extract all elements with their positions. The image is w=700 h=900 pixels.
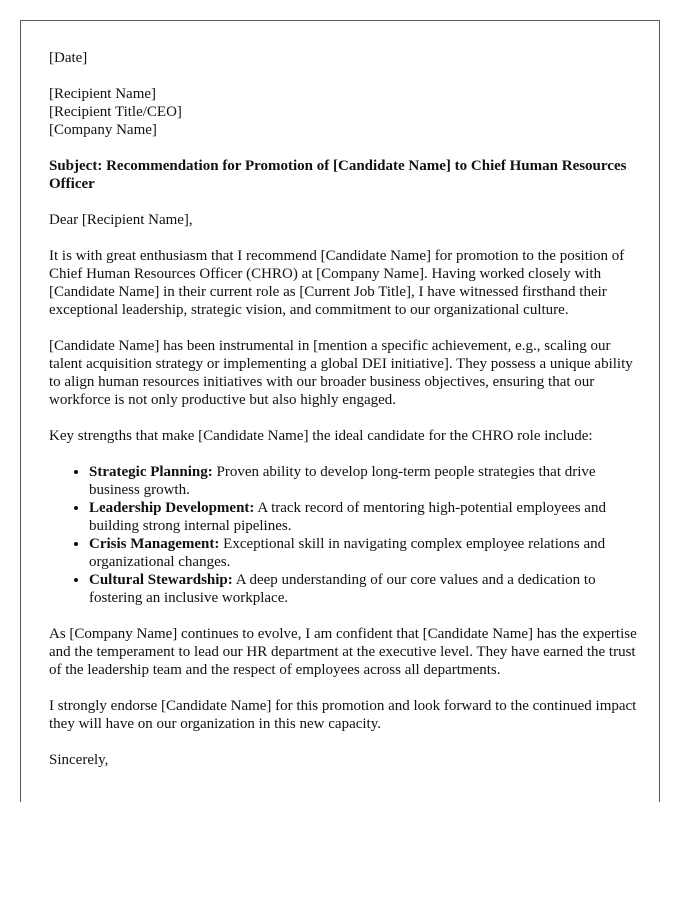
list-item <box>89 499 639 535</box>
strength-text: Proven ability to develop long-term people strategies that drive business growth. <box>89 464 596 498</box>
strength-text: A track record of mentoring high-potential employees and building strong internal pipelines. <box>89 500 606 534</box>
letter-signoff: Sincerely, <box>49 752 109 768</box>
letter-subject: Subject: Recommendation for Promotion of [Candidate Name] to Chief Human Resources Officer <box>49 158 627 192</box>
strength-title: Leadership Development: <box>89 500 255 516</box>
recipient-address <box>49 85 639 139</box>
recipient-name: [Recipient Name] <box>49 86 157 102</box>
paragraph-intro: It is with great enthusiasm that I recommend [Candidate Name] for promotion to the position of Chief Human Resources Officer (CHRO) at [Company Name]. Having worked closely with [Candidate Name] in their current role as [Current Job Title], I have witnessed firsthand their exceptional leadership, strategic vision, and commitment to our organizational culture. <box>49 248 625 318</box>
paragraph-confidence: As [Company Name] continues to evolve, I am confident that [Candidate Name] has the expertise and the temperament to lead our HR department at the executive level. They have earned the trust of the leadership team and the respect of employees across all departments. <box>49 626 637 678</box>
salutation: Dear [Recipient Name], <box>49 212 193 228</box>
recipient-company: [Company Name] <box>49 122 157 138</box>
list-item <box>89 463 639 499</box>
strength-text: Exceptional skill in navigating complex employee relations and organizational changes. <box>89 536 606 570</box>
letter-body <box>49 49 639 787</box>
strength-title: Crisis Management: <box>89 536 220 552</box>
list-item <box>89 535 639 571</box>
strength-title: Cultural Stewardship: <box>89 572 233 588</box>
paragraph-endorsement: I strongly endorse [Candidate Name] for this promotion and look forward to the continued impact they will have on our organization in this new capacity. <box>49 698 637 732</box>
list-item <box>89 571 639 607</box>
paragraph-strengths-lead: Key strengths that make [Candidate Name] the ideal candidate for the CHRO role include: <box>49 428 593 444</box>
recipient-title: [Recipient Title/CEO] <box>49 104 182 120</box>
paragraph-achievement: [Candidate Name] has been instrumental in [mention a specific achievement, e.g., scaling our talent acquisition strategy or implementing a global DEI initiative]. They possess a unique ability to align human resources initiatives with our broader business objectives, ensuring that our workforce is not only productive but also highly engaged. <box>49 338 633 408</box>
letter-page <box>20 20 660 802</box>
letter-date: [Date] <box>49 50 88 66</box>
strength-text: A deep understanding of our core values and a dedication to fostering an inclusive workplace. <box>89 572 596 606</box>
strengths-list <box>49 463 639 607</box>
strength-title: Strategic Planning: <box>89 464 213 480</box>
